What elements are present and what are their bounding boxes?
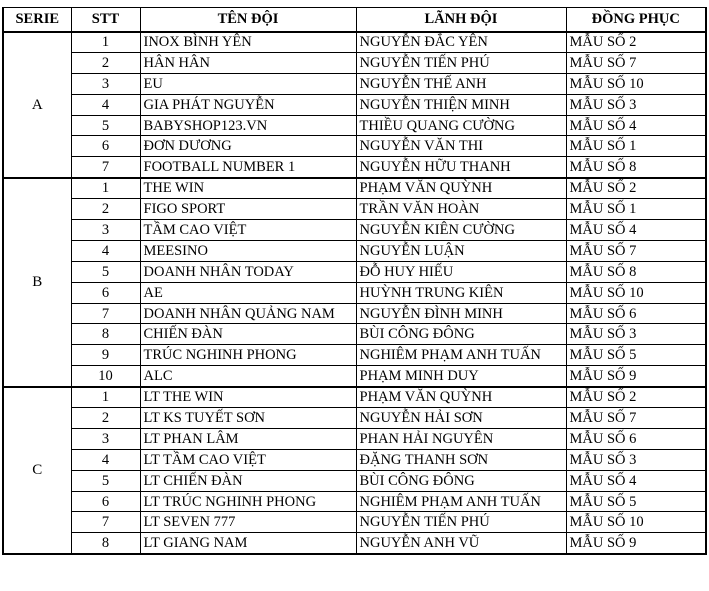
serie-label: B	[3, 178, 71, 387]
stt-number: 2	[71, 52, 140, 73]
stt-number: 1	[71, 178, 140, 199]
uniform-code: MẪU SỐ 6	[566, 303, 706, 324]
header-team-leader: LÃNH ĐỘI	[356, 8, 566, 32]
stt-number: 4	[71, 94, 140, 115]
stt-number: 5	[71, 115, 140, 136]
uniform-code: MẪU SỐ 2	[566, 32, 706, 53]
team-name: LT TRÚC NGHINH PHONG	[140, 491, 356, 512]
team-leader: NGHIÊM PHẠM ANH TUẤN	[356, 345, 566, 366]
table-body	[3, 32, 706, 554]
uniform-code: MẪU SỐ 7	[566, 408, 706, 429]
stt-number: 3	[71, 428, 140, 449]
table-row	[3, 533, 706, 554]
team-leader: NGUYỄN THIỆN MINH	[356, 94, 566, 115]
team-leader: HUỲNH TRUNG KIÊN	[356, 282, 566, 303]
team-leader: PHAN HẢI NGUYÊN	[356, 428, 566, 449]
header-row	[3, 8, 706, 32]
team-leader: NGUYỄN HẢI SƠN	[356, 408, 566, 429]
table-row	[3, 366, 706, 387]
team-name: MEESINO	[140, 240, 356, 261]
uniform-code: MẪU SỐ 8	[566, 157, 706, 178]
uniform-code: MẪU SỐ 5	[566, 491, 706, 512]
uniform-code: MẪU SỐ 1	[566, 136, 706, 157]
table-row	[3, 512, 706, 533]
uniform-code: MẪU SỐ 4	[566, 470, 706, 491]
team-name: INOX BÌNH YÊN	[140, 32, 356, 53]
team-leader: ĐẶNG THANH SƠN	[356, 449, 566, 470]
team-name: LT CHIẾN ĐÀN	[140, 470, 356, 491]
serie-label: C	[3, 387, 71, 554]
uniform-code: MẪU SỐ 1	[566, 199, 706, 220]
team-name: TẦM CAO VIỆT	[140, 220, 356, 241]
stt-number: 5	[71, 470, 140, 491]
team-leader: THIỀU QUANG CƯỜNG	[356, 115, 566, 136]
table-row	[3, 52, 706, 73]
uniform-code: MẪU SỐ 7	[566, 52, 706, 73]
uniform-code: MẪU SỐ 8	[566, 261, 706, 282]
team-leader: NGUYỄN HỮU THANH	[356, 157, 566, 178]
table-row	[3, 470, 706, 491]
header-uniform: ĐỒNG PHỤC	[566, 8, 706, 32]
table-row	[3, 261, 706, 282]
stt-number: 7	[71, 157, 140, 178]
table-row	[3, 32, 706, 53]
stt-number: 9	[71, 345, 140, 366]
table-row	[3, 73, 706, 94]
team-name: THE WIN	[140, 178, 356, 199]
team-name: DOANH NHÂN TODAY	[140, 261, 356, 282]
team-name: GIA PHÁT NGUYỄN	[140, 94, 356, 115]
team-name: FOOTBALL NUMBER 1	[140, 157, 356, 178]
table-row	[3, 449, 706, 470]
team-leader: NGUYỄN TIẾN PHÚ	[356, 52, 566, 73]
table-row	[3, 324, 706, 345]
stt-number: 2	[71, 408, 140, 429]
table-row	[3, 199, 706, 220]
table-row	[3, 408, 706, 429]
team-leader: NGUYỄN ĐẮC YÊN	[356, 32, 566, 53]
team-name: HÂN HÂN	[140, 52, 356, 73]
uniform-code: MẪU SỐ 10	[566, 73, 706, 94]
team-name: BABYSHOP123.VN	[140, 115, 356, 136]
stt-number: 2	[71, 199, 140, 220]
serie-label: A	[3, 32, 71, 178]
team-leader: NGUYỄN ĐÌNH MINH	[356, 303, 566, 324]
team-leader: TRẦN VĂN HOÀN	[356, 199, 566, 220]
uniform-code: MẪU SỐ 4	[566, 220, 706, 241]
stt-number: 8	[71, 324, 140, 345]
stt-number: 7	[71, 303, 140, 324]
team-name: LT THE WIN	[140, 387, 356, 408]
uniform-code: MẪU SỐ 6	[566, 428, 706, 449]
header-team-name: TÊN ĐỘI	[140, 8, 356, 32]
uniform-code: MẪU SỐ 2	[566, 387, 706, 408]
stt-number: 10	[71, 366, 140, 387]
team-name: LT TẦM CAO VIỆT	[140, 449, 356, 470]
header-stt: STT	[71, 8, 140, 32]
header-serie: SERIE	[3, 8, 71, 32]
table-row	[3, 303, 706, 324]
stt-number: 5	[71, 261, 140, 282]
uniform-code: MẪU SỐ 9	[566, 366, 706, 387]
table-row	[3, 220, 706, 241]
team-name: LT KS TUYẾT SƠN	[140, 408, 356, 429]
team-name: ALC	[140, 366, 356, 387]
team-roster-table	[2, 7, 707, 555]
stt-number: 3	[71, 73, 140, 94]
uniform-code: MẪU SỐ 2	[566, 178, 706, 199]
team-leader: NGUYỄN VĂN THI	[356, 136, 566, 157]
stt-number: 6	[71, 282, 140, 303]
stt-number: 1	[71, 32, 140, 53]
team-name: CHIẾN ĐÀN	[140, 324, 356, 345]
table-row	[3, 136, 706, 157]
table-row	[3, 157, 706, 178]
team-leader: NGUYỄN KIÊN CƯỜNG	[356, 220, 566, 241]
team-name: TRÚC NGHINH PHONG	[140, 345, 356, 366]
stt-number: 4	[71, 240, 140, 261]
table-row	[3, 387, 706, 408]
team-leader: NGUYỄN ANH VŨ	[356, 533, 566, 554]
team-name: LT GIANG NAM	[140, 533, 356, 554]
stt-number: 3	[71, 220, 140, 241]
uniform-code: MẪU SỐ 3	[566, 449, 706, 470]
uniform-code: MẪU SỐ 3	[566, 94, 706, 115]
table-row	[3, 94, 706, 115]
stt-number: 6	[71, 491, 140, 512]
uniform-code: MẪU SỐ 10	[566, 282, 706, 303]
uniform-code: MẪU SỐ 10	[566, 512, 706, 533]
uniform-code: MẪU SỐ 9	[566, 533, 706, 554]
team-leader: PHẠM VĂN QUỲNH	[356, 387, 566, 408]
team-name: LT PHAN LÂM	[140, 428, 356, 449]
team-leader: PHẠM VĂN QUỲNH	[356, 178, 566, 199]
team-leader: NGUYỄN LUẬN	[356, 240, 566, 261]
team-leader: BÙI CÔNG ĐÔNG	[356, 324, 566, 345]
stt-number: 6	[71, 136, 140, 157]
team-leader: NGUYỄN THẾ ANH	[356, 73, 566, 94]
team-leader: BÙI CÔNG ĐÔNG	[356, 470, 566, 491]
stt-number: 8	[71, 533, 140, 554]
team-leader: PHẠM MINH DUY	[356, 366, 566, 387]
team-leader: NGUYỄN TIẾN PHÚ	[356, 512, 566, 533]
table-row	[3, 345, 706, 366]
team-leader: NGHIÊM PHẠM ANH TUẤN	[356, 491, 566, 512]
team-leader: ĐỖ HUY HIẾU	[356, 261, 566, 282]
team-name: LT SEVEN 777	[140, 512, 356, 533]
stt-number: 1	[71, 387, 140, 408]
uniform-code: MẪU SỐ 3	[566, 324, 706, 345]
team-name: FIGO SPORT	[140, 199, 356, 220]
team-name: EU	[140, 73, 356, 94]
uniform-code: MẪU SỐ 5	[566, 345, 706, 366]
team-name: ĐƠN DƯƠNG	[140, 136, 356, 157]
table-row	[3, 178, 706, 199]
table-row	[3, 115, 706, 136]
team-name: DOANH NHÂN QUẢNG NAM	[140, 303, 356, 324]
stt-number: 7	[71, 512, 140, 533]
stt-number: 4	[71, 449, 140, 470]
table-row	[3, 491, 706, 512]
table-row	[3, 240, 706, 261]
table-row	[3, 428, 706, 449]
team-name: AE	[140, 282, 356, 303]
uniform-code: MẪU SỐ 4	[566, 115, 706, 136]
table-row	[3, 282, 706, 303]
uniform-code: MẪU SỐ 7	[566, 240, 706, 261]
